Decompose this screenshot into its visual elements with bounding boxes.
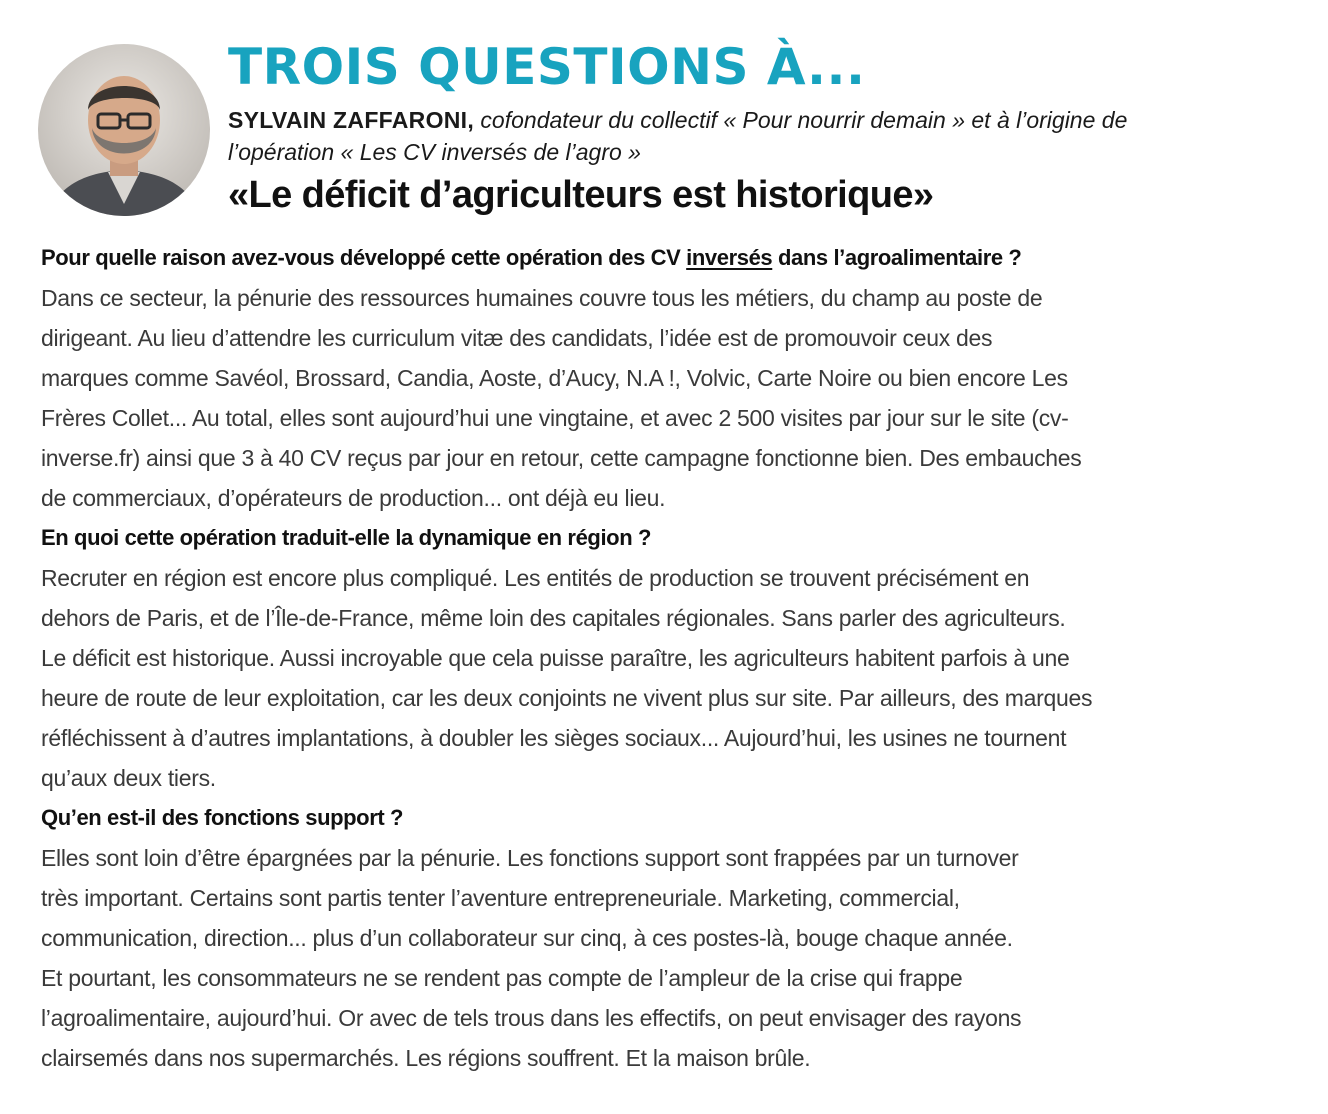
answer-line: Frères Collet... Au total, elles sont aujourd’hui une vingtaine, et avec 2 500 visites par jour sur le site (cv-: [41, 405, 1069, 431]
question-2: En quoi cette opération traduit-elle la dynamique en région ?: [41, 525, 652, 550]
answer-line: Le déficit est historique. Aussi incroyable que cela puisse paraître, les agriculteurs habitent parfois à une: [41, 645, 1070, 671]
answer-line: communication, direction... plus d’un collaborateur sur cinq, à ces postes-là, bouge chaque année.: [41, 925, 1013, 951]
question-3: Qu’en est-il des fonctions support ?: [41, 805, 404, 830]
article-headline: «Le déficit d’agriculteurs est historique»: [228, 174, 934, 216]
interviewee-role-line1: cofondateur du collectif « Pour nourrir demain » et à l’origine de: [474, 107, 1128, 133]
answer-line: qu’aux deux tiers.: [41, 765, 216, 791]
answer-line: Elles sont loin d’être épargnées par la pénurie. Les fonctions support sont frappées par un turnover: [41, 845, 1019, 871]
answer-line: dehors de Paris, et de l’Île-de-France, même loin des capitales régionales. Sans parler des agriculteurs.: [41, 605, 1066, 631]
answer-line: Dans ce secteur, la pénurie des ressources humaines couvre tous les métiers, du champ au poste de: [41, 285, 1043, 311]
interviewee-role-line2: l’opération « Les CV inversés de l’agro »: [228, 139, 641, 165]
interviewee-portrait: [38, 44, 210, 216]
interviewee-name: SYLVAIN ZAFFARONI,: [228, 107, 475, 133]
answer-line: inverse.fr) ainsi que 3 à 40 CV reçus par jour en retour, cette campagne fonctionne bien. Des embauches: [41, 445, 1082, 471]
answer-line: marques comme Savéol, Brossard, Candia, Aoste, d’Aucy, N.A !, Volvic, Carte Noire ou bien encore Les: [41, 365, 1068, 391]
answer-line: clairsemés dans nos supermarchés. Les régions souffrent. Et la maison brûle.: [41, 1045, 811, 1071]
question-1-text-before: Pour quelle raison avez-vous développé cette opération des CV: [41, 245, 687, 270]
answer-line: très important. Certains sont partis tenter l’aventure entrepreneuriale. Marketing, commercial,: [41, 885, 960, 911]
interview-body: [41, 238, 1311, 1078]
answer-line: dirigeant. Au lieu d’attendre les curriculum vitæ des candidats, l’idée est de promouvoir ceux des: [41, 325, 993, 351]
question-1-underlined-word: inversés: [686, 245, 773, 270]
question-1-text-after: dans l’agroalimentaire ?: [772, 245, 1022, 270]
answer-line: Et pourtant, les consommateurs ne se rendent pas compte de l’ampleur de la crise qui frappe: [41, 965, 963, 991]
question-1: [41, 238, 1311, 278]
answer-line: heure de route de leur exploitation, car les deux conjoints ne vivent plus sur site. Par ailleurs, des marques: [41, 685, 1093, 711]
section-kicker: TROIS QUESTIONS À...: [228, 38, 866, 96]
answer-3: [41, 838, 1311, 1078]
interviewee-byline: [228, 104, 1308, 168]
answer-line: réfléchissent à d’autres implantations, à doubler les sièges sociaux... Aujourd’hui, les usines ne tournent: [41, 725, 1067, 751]
interview-header: [228, 36, 1308, 218]
answer-1: [41, 278, 1311, 518]
answer-line: Recruter en région est encore plus compliqué. Les entités de production se trouvent précisément en: [41, 565, 1030, 591]
portrait-photo-icon: [38, 44, 210, 216]
answer-line: l’agroalimentaire, aujourd’hui. Or avec de tels trous dans les effectifs, on peut envisager des rayons: [41, 1005, 1022, 1031]
answer-2: [41, 558, 1311, 798]
answer-line: de commerciaux, d’opérateurs de production... ont déjà eu lieu.: [41, 485, 666, 511]
